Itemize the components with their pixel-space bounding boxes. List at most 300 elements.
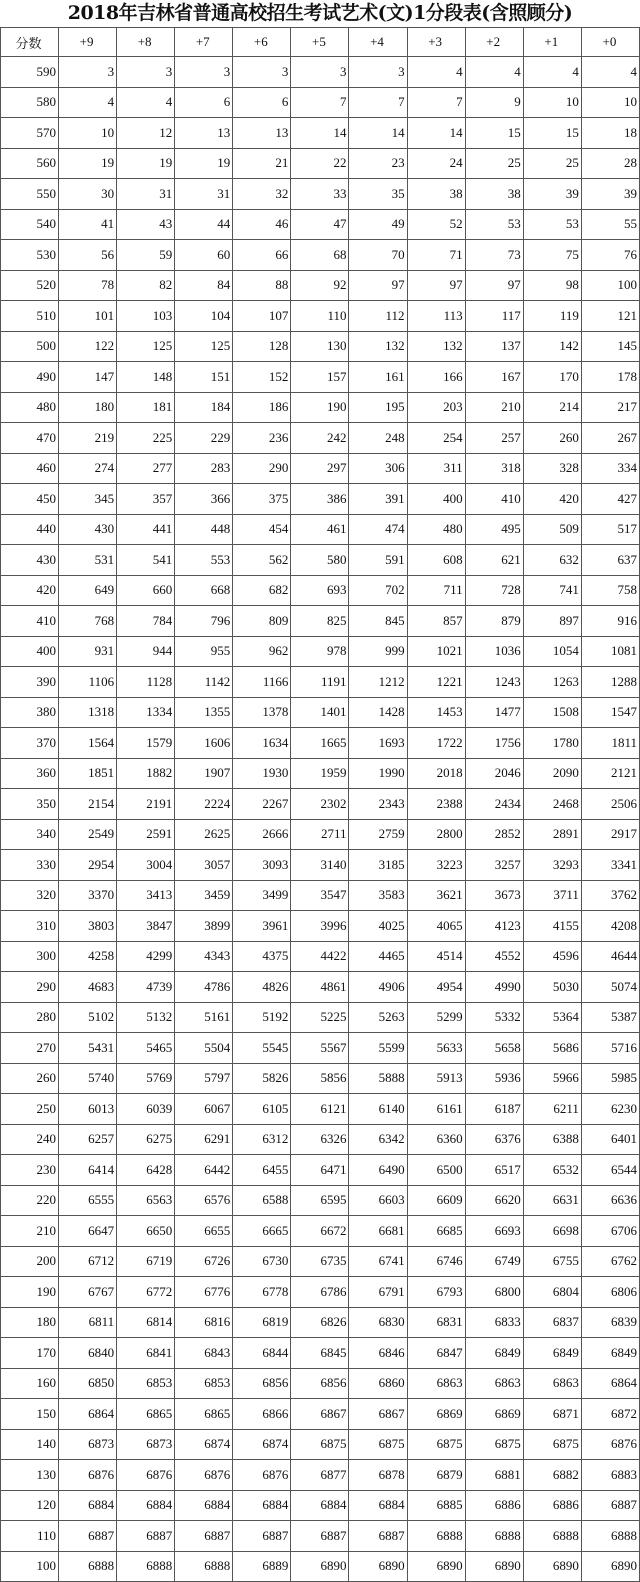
count-cell: 6442 [175, 1155, 233, 1186]
table-row [1, 87, 640, 118]
count-cell: 6576 [175, 1185, 233, 1216]
column-header: +0 [581, 28, 639, 57]
count-cell: 7 [407, 87, 465, 118]
count-cell: 6105 [233, 1094, 291, 1125]
count-cell: 19 [117, 148, 175, 179]
table-row [1, 1399, 640, 1430]
count-cell: 1665 [291, 728, 349, 759]
count-cell: 55 [581, 209, 639, 240]
count-cell: 6755 [523, 1246, 581, 1277]
count-cell: 6887 [581, 1490, 639, 1521]
count-cell: 107 [233, 301, 291, 332]
count-cell: 6428 [117, 1155, 175, 1186]
count-cell: 6636 [581, 1185, 639, 1216]
count-cell: 1579 [117, 728, 175, 759]
count-cell: 6876 [117, 1460, 175, 1491]
table-row [1, 789, 640, 820]
count-cell: 3899 [175, 911, 233, 942]
count-cell: 2046 [465, 758, 523, 789]
table-row [1, 1155, 640, 1186]
count-cell: 5826 [233, 1063, 291, 1094]
column-header: +2 [465, 28, 523, 57]
count-cell: 18 [581, 118, 639, 149]
count-cell: 6698 [523, 1216, 581, 1247]
count-cell: 1191 [291, 667, 349, 698]
count-cell: 784 [117, 606, 175, 637]
count-cell: 6 [233, 87, 291, 118]
score-cell: 470 [1, 423, 59, 454]
count-cell: 6888 [175, 1551, 233, 1582]
count-cell: 68 [291, 240, 349, 271]
count-cell: 6887 [175, 1521, 233, 1552]
score-cell: 310 [1, 911, 59, 942]
score-cell: 590 [1, 57, 59, 88]
count-cell: 6840 [59, 1338, 117, 1369]
column-header: +7 [175, 28, 233, 57]
table-row [1, 1124, 640, 1155]
count-cell: 2121 [581, 758, 639, 789]
score-cell: 420 [1, 575, 59, 606]
table-row [1, 880, 640, 911]
table-row [1, 209, 640, 240]
count-cell: 6719 [117, 1246, 175, 1277]
count-cell: 6746 [407, 1246, 465, 1277]
count-cell: 47 [291, 209, 349, 240]
count-cell: 21 [233, 148, 291, 179]
column-header: +3 [407, 28, 465, 57]
count-cell: 1428 [349, 697, 407, 728]
count-cell: 4422 [291, 941, 349, 972]
table-row [1, 362, 640, 393]
score-cell: 380 [1, 697, 59, 728]
count-cell: 427 [581, 484, 639, 515]
count-cell: 5658 [465, 1033, 523, 1064]
column-header: +9 [59, 28, 117, 57]
count-cell: 53 [465, 209, 523, 240]
count-cell: 1477 [465, 697, 523, 728]
count-cell: 117 [465, 301, 523, 332]
count-cell: 6876 [233, 1460, 291, 1491]
count-cell: 3223 [407, 850, 465, 881]
count-cell: 9 [465, 87, 523, 118]
count-cell: 3803 [59, 911, 117, 942]
count-cell: 121 [581, 301, 639, 332]
count-cell: 6847 [407, 1338, 465, 1369]
count-cell: 1142 [175, 667, 233, 698]
count-cell: 2800 [407, 819, 465, 850]
table-row [1, 1033, 640, 1064]
count-cell: 3257 [465, 850, 523, 881]
count-cell: 6471 [291, 1155, 349, 1186]
count-cell: 6588 [233, 1185, 291, 1216]
table-row [1, 1521, 640, 1552]
count-cell: 3 [59, 57, 117, 88]
count-cell: 3093 [233, 850, 291, 881]
count-cell: 6595 [291, 1185, 349, 1216]
count-cell: 366 [175, 484, 233, 515]
count-cell: 6693 [465, 1216, 523, 1247]
count-cell: 3140 [291, 850, 349, 881]
count-cell: 5465 [117, 1033, 175, 1064]
score-cell: 100 [1, 1551, 59, 1582]
count-cell: 6603 [349, 1185, 407, 1216]
count-cell: 955 [175, 636, 233, 667]
count-cell: 897 [523, 606, 581, 637]
count-cell: 186 [233, 392, 291, 423]
count-cell: 3547 [291, 880, 349, 911]
count-cell: 4 [59, 87, 117, 118]
count-cell: 254 [407, 423, 465, 454]
count-cell: 132 [349, 331, 407, 362]
count-cell: 5225 [291, 1002, 349, 1033]
count-cell: 6865 [117, 1399, 175, 1430]
table-row [1, 1338, 640, 1369]
count-cell: 225 [117, 423, 175, 454]
count-cell: 702 [349, 575, 407, 606]
count-cell: 76 [581, 240, 639, 271]
count-cell: 10 [59, 118, 117, 149]
count-cell: 49 [349, 209, 407, 240]
count-cell: 6517 [465, 1155, 523, 1186]
count-cell: 2666 [233, 819, 291, 850]
score-cell: 500 [1, 331, 59, 362]
count-cell: 257 [465, 423, 523, 454]
count-cell: 2090 [523, 758, 581, 789]
table-row [1, 240, 640, 271]
table-row [1, 697, 640, 728]
score-cell: 360 [1, 758, 59, 789]
count-cell: 59 [117, 240, 175, 271]
count-cell: 6853 [175, 1368, 233, 1399]
count-cell: 306 [349, 453, 407, 484]
count-cell: 1318 [59, 697, 117, 728]
count-cell: 3961 [233, 911, 291, 942]
count-cell: 39 [523, 179, 581, 210]
count-cell: 2711 [291, 819, 349, 850]
count-cell: 454 [233, 514, 291, 545]
count-cell: 125 [175, 331, 233, 362]
count-cell: 2549 [59, 819, 117, 850]
count-cell: 6230 [581, 1094, 639, 1125]
count-cell: 758 [581, 575, 639, 606]
score-cell: 400 [1, 636, 59, 667]
count-cell: 130 [291, 331, 349, 362]
count-cell: 6885 [407, 1490, 465, 1521]
count-cell: 461 [291, 514, 349, 545]
count-cell: 73 [465, 240, 523, 271]
count-cell: 6888 [117, 1551, 175, 1582]
count-cell: 4025 [349, 911, 407, 942]
count-cell: 6806 [581, 1277, 639, 1308]
score-cell: 530 [1, 240, 59, 271]
count-cell: 2224 [175, 789, 233, 820]
count-cell: 6772 [117, 1277, 175, 1308]
count-cell: 6837 [523, 1307, 581, 1338]
count-cell: 5132 [117, 1002, 175, 1033]
count-cell: 5192 [233, 1002, 291, 1033]
count-cell: 1756 [465, 728, 523, 759]
count-cell: 190 [291, 392, 349, 423]
count-cell: 2434 [465, 789, 523, 820]
count-cell: 6735 [291, 1246, 349, 1277]
count-cell: 97 [407, 270, 465, 301]
score-cell: 490 [1, 362, 59, 393]
count-cell: 6867 [291, 1399, 349, 1430]
table-row [1, 392, 640, 423]
count-cell: 6856 [233, 1368, 291, 1399]
count-cell: 580 [291, 545, 349, 576]
count-cell: 879 [465, 606, 523, 637]
count-cell: 6890 [523, 1551, 581, 1582]
count-cell: 5545 [233, 1033, 291, 1064]
count-cell: 70 [349, 240, 407, 271]
score-cell: 260 [1, 1063, 59, 1094]
count-cell: 5633 [407, 1033, 465, 1064]
count-cell: 5769 [117, 1063, 175, 1094]
count-cell: 480 [407, 514, 465, 545]
count-cell: 6257 [59, 1124, 117, 1155]
count-cell: 6490 [349, 1155, 407, 1186]
count-cell: 217 [581, 392, 639, 423]
count-cell: 1722 [407, 728, 465, 759]
score-cell: 340 [1, 819, 59, 850]
count-cell: 6888 [59, 1551, 117, 1582]
count-cell: 6850 [59, 1368, 117, 1399]
score-cell: 300 [1, 941, 59, 972]
count-cell: 6121 [291, 1094, 349, 1125]
count-cell: 6849 [523, 1338, 581, 1369]
count-cell: 4906 [349, 972, 407, 1003]
count-cell: 137 [465, 331, 523, 362]
count-cell: 5913 [407, 1063, 465, 1094]
count-cell: 400 [407, 484, 465, 515]
count-cell: 2468 [523, 789, 581, 820]
count-cell: 6883 [581, 1460, 639, 1491]
count-cell: 3004 [117, 850, 175, 881]
count-cell: 3057 [175, 850, 233, 881]
count-cell: 6067 [175, 1094, 233, 1125]
count-cell: 219 [59, 423, 117, 454]
count-cell: 15 [523, 118, 581, 149]
column-header: +4 [349, 28, 407, 57]
table-header-row [1, 28, 640, 57]
count-cell: 3673 [465, 880, 523, 911]
score-cell: 200 [1, 1246, 59, 1277]
count-cell: 6342 [349, 1124, 407, 1155]
score-cell: 210 [1, 1216, 59, 1247]
count-cell: 5740 [59, 1063, 117, 1094]
count-cell: 6884 [349, 1490, 407, 1521]
count-cell: 6013 [59, 1094, 117, 1125]
count-cell: 1930 [233, 758, 291, 789]
count-cell: 4258 [59, 941, 117, 972]
count-cell: 297 [291, 453, 349, 484]
count-cell: 334 [581, 453, 639, 484]
count-cell: 4208 [581, 911, 639, 942]
count-cell: 328 [523, 453, 581, 484]
count-cell: 6388 [523, 1124, 581, 1155]
count-cell: 1081 [581, 636, 639, 667]
count-cell: 1907 [175, 758, 233, 789]
count-cell: 441 [117, 514, 175, 545]
score-cell: 410 [1, 606, 59, 637]
count-cell: 32 [233, 179, 291, 210]
count-cell: 6879 [407, 1460, 465, 1491]
count-cell: 3847 [117, 911, 175, 942]
table-row [1, 118, 640, 149]
count-cell: 31 [175, 179, 233, 210]
count-cell: 6841 [117, 1338, 175, 1369]
count-cell: 7 [291, 87, 349, 118]
count-cell: 5030 [523, 972, 581, 1003]
count-cell: 6631 [523, 1185, 581, 1216]
count-cell: 167 [465, 362, 523, 393]
count-cell: 22 [291, 148, 349, 179]
score-cell: 450 [1, 484, 59, 515]
count-cell: 311 [407, 453, 465, 484]
count-cell: 6856 [291, 1368, 349, 1399]
table-row [1, 514, 640, 545]
count-cell: 1212 [349, 667, 407, 698]
count-cell: 6312 [233, 1124, 291, 1155]
count-cell: 260 [523, 423, 581, 454]
count-cell: 166 [407, 362, 465, 393]
score-cell: 110 [1, 1521, 59, 1552]
count-cell: 6275 [117, 1124, 175, 1155]
count-cell: 5686 [523, 1033, 581, 1064]
count-cell: 6 [175, 87, 233, 118]
count-cell: 2018 [407, 758, 465, 789]
table-body [1, 57, 640, 1582]
count-cell: 553 [175, 545, 233, 576]
count-cell: 6672 [291, 1216, 349, 1247]
score-cell: 520 [1, 270, 59, 301]
count-cell: 2591 [117, 819, 175, 850]
count-cell: 531 [59, 545, 117, 576]
count-cell: 5716 [581, 1033, 639, 1064]
count-cell: 6849 [465, 1338, 523, 1369]
score-cell: 330 [1, 850, 59, 881]
count-cell: 6291 [175, 1124, 233, 1155]
count-cell: 6875 [407, 1429, 465, 1460]
count-cell: 4299 [117, 941, 175, 972]
count-cell: 2917 [581, 819, 639, 850]
count-cell: 6888 [523, 1521, 581, 1552]
count-cell: 6655 [175, 1216, 233, 1247]
count-cell: 6890 [407, 1551, 465, 1582]
count-cell: 28 [581, 148, 639, 179]
count-cell: 1288 [581, 667, 639, 698]
count-cell: 84 [175, 270, 233, 301]
table-row [1, 606, 640, 637]
table-row [1, 1277, 640, 1308]
count-cell: 4 [581, 57, 639, 88]
count-cell: 768 [59, 606, 117, 637]
count-cell: 6864 [59, 1399, 117, 1430]
count-cell: 1036 [465, 636, 523, 667]
count-cell: 3459 [175, 880, 233, 911]
count-cell: 1054 [523, 636, 581, 667]
count-cell: 6875 [523, 1429, 581, 1460]
count-cell: 6876 [175, 1460, 233, 1491]
count-cell: 24 [407, 148, 465, 179]
count-cell: 19 [59, 148, 117, 179]
table-row [1, 819, 640, 850]
count-cell: 2388 [407, 789, 465, 820]
count-cell: 180 [59, 392, 117, 423]
count-cell: 195 [349, 392, 407, 423]
count-cell: 6873 [59, 1429, 117, 1460]
count-cell: 6890 [291, 1551, 349, 1582]
count-cell: 6869 [465, 1399, 523, 1430]
count-cell: 6786 [291, 1277, 349, 1308]
count-cell: 113 [407, 301, 465, 332]
count-cell: 6712 [59, 1246, 117, 1277]
count-cell: 6816 [175, 1307, 233, 1338]
count-cell: 12 [117, 118, 175, 149]
count-cell: 6884 [291, 1490, 349, 1521]
count-cell: 6886 [523, 1490, 581, 1521]
score-cell: 320 [1, 880, 59, 911]
table-row [1, 850, 640, 881]
count-cell: 857 [407, 606, 465, 637]
count-cell: 6741 [349, 1246, 407, 1277]
count-cell: 46 [233, 209, 291, 240]
count-cell: 1355 [175, 697, 233, 728]
count-cell: 75 [523, 240, 581, 271]
score-cell: 560 [1, 148, 59, 179]
count-cell: 1243 [465, 667, 523, 698]
count-cell: 30 [59, 179, 117, 210]
count-cell: 6875 [291, 1429, 349, 1460]
count-cell: 1401 [291, 697, 349, 728]
count-cell: 31 [117, 179, 175, 210]
count-cell: 6888 [407, 1521, 465, 1552]
count-cell: 151 [175, 362, 233, 393]
count-cell: 4123 [465, 911, 523, 942]
count-cell: 2891 [523, 819, 581, 850]
count-cell: 4739 [117, 972, 175, 1003]
count-cell: 4 [465, 57, 523, 88]
count-cell: 14 [407, 118, 465, 149]
count-cell: 6845 [291, 1338, 349, 1369]
score-cell: 190 [1, 1277, 59, 1308]
count-cell: 1851 [59, 758, 117, 789]
count-cell: 1508 [523, 697, 581, 728]
count-cell: 6887 [117, 1521, 175, 1552]
count-cell: 6878 [349, 1460, 407, 1491]
count-cell: 2191 [117, 789, 175, 820]
count-cell: 1606 [175, 728, 233, 759]
count-cell: 4552 [465, 941, 523, 972]
count-cell: 357 [117, 484, 175, 515]
count-cell: 6887 [59, 1521, 117, 1552]
count-cell: 6889 [233, 1551, 291, 1582]
count-cell: 6778 [233, 1277, 291, 1308]
count-cell: 591 [349, 545, 407, 576]
count-cell: 10 [523, 87, 581, 118]
count-cell: 2506 [581, 789, 639, 820]
count-cell: 944 [117, 636, 175, 667]
score-cell: 160 [1, 1368, 59, 1399]
count-cell: 1990 [349, 758, 407, 789]
count-cell: 660 [117, 575, 175, 606]
count-cell: 809 [233, 606, 291, 637]
count-cell: 13 [175, 118, 233, 149]
count-cell: 147 [59, 362, 117, 393]
count-cell: 5856 [291, 1063, 349, 1094]
count-cell: 6706 [581, 1216, 639, 1247]
